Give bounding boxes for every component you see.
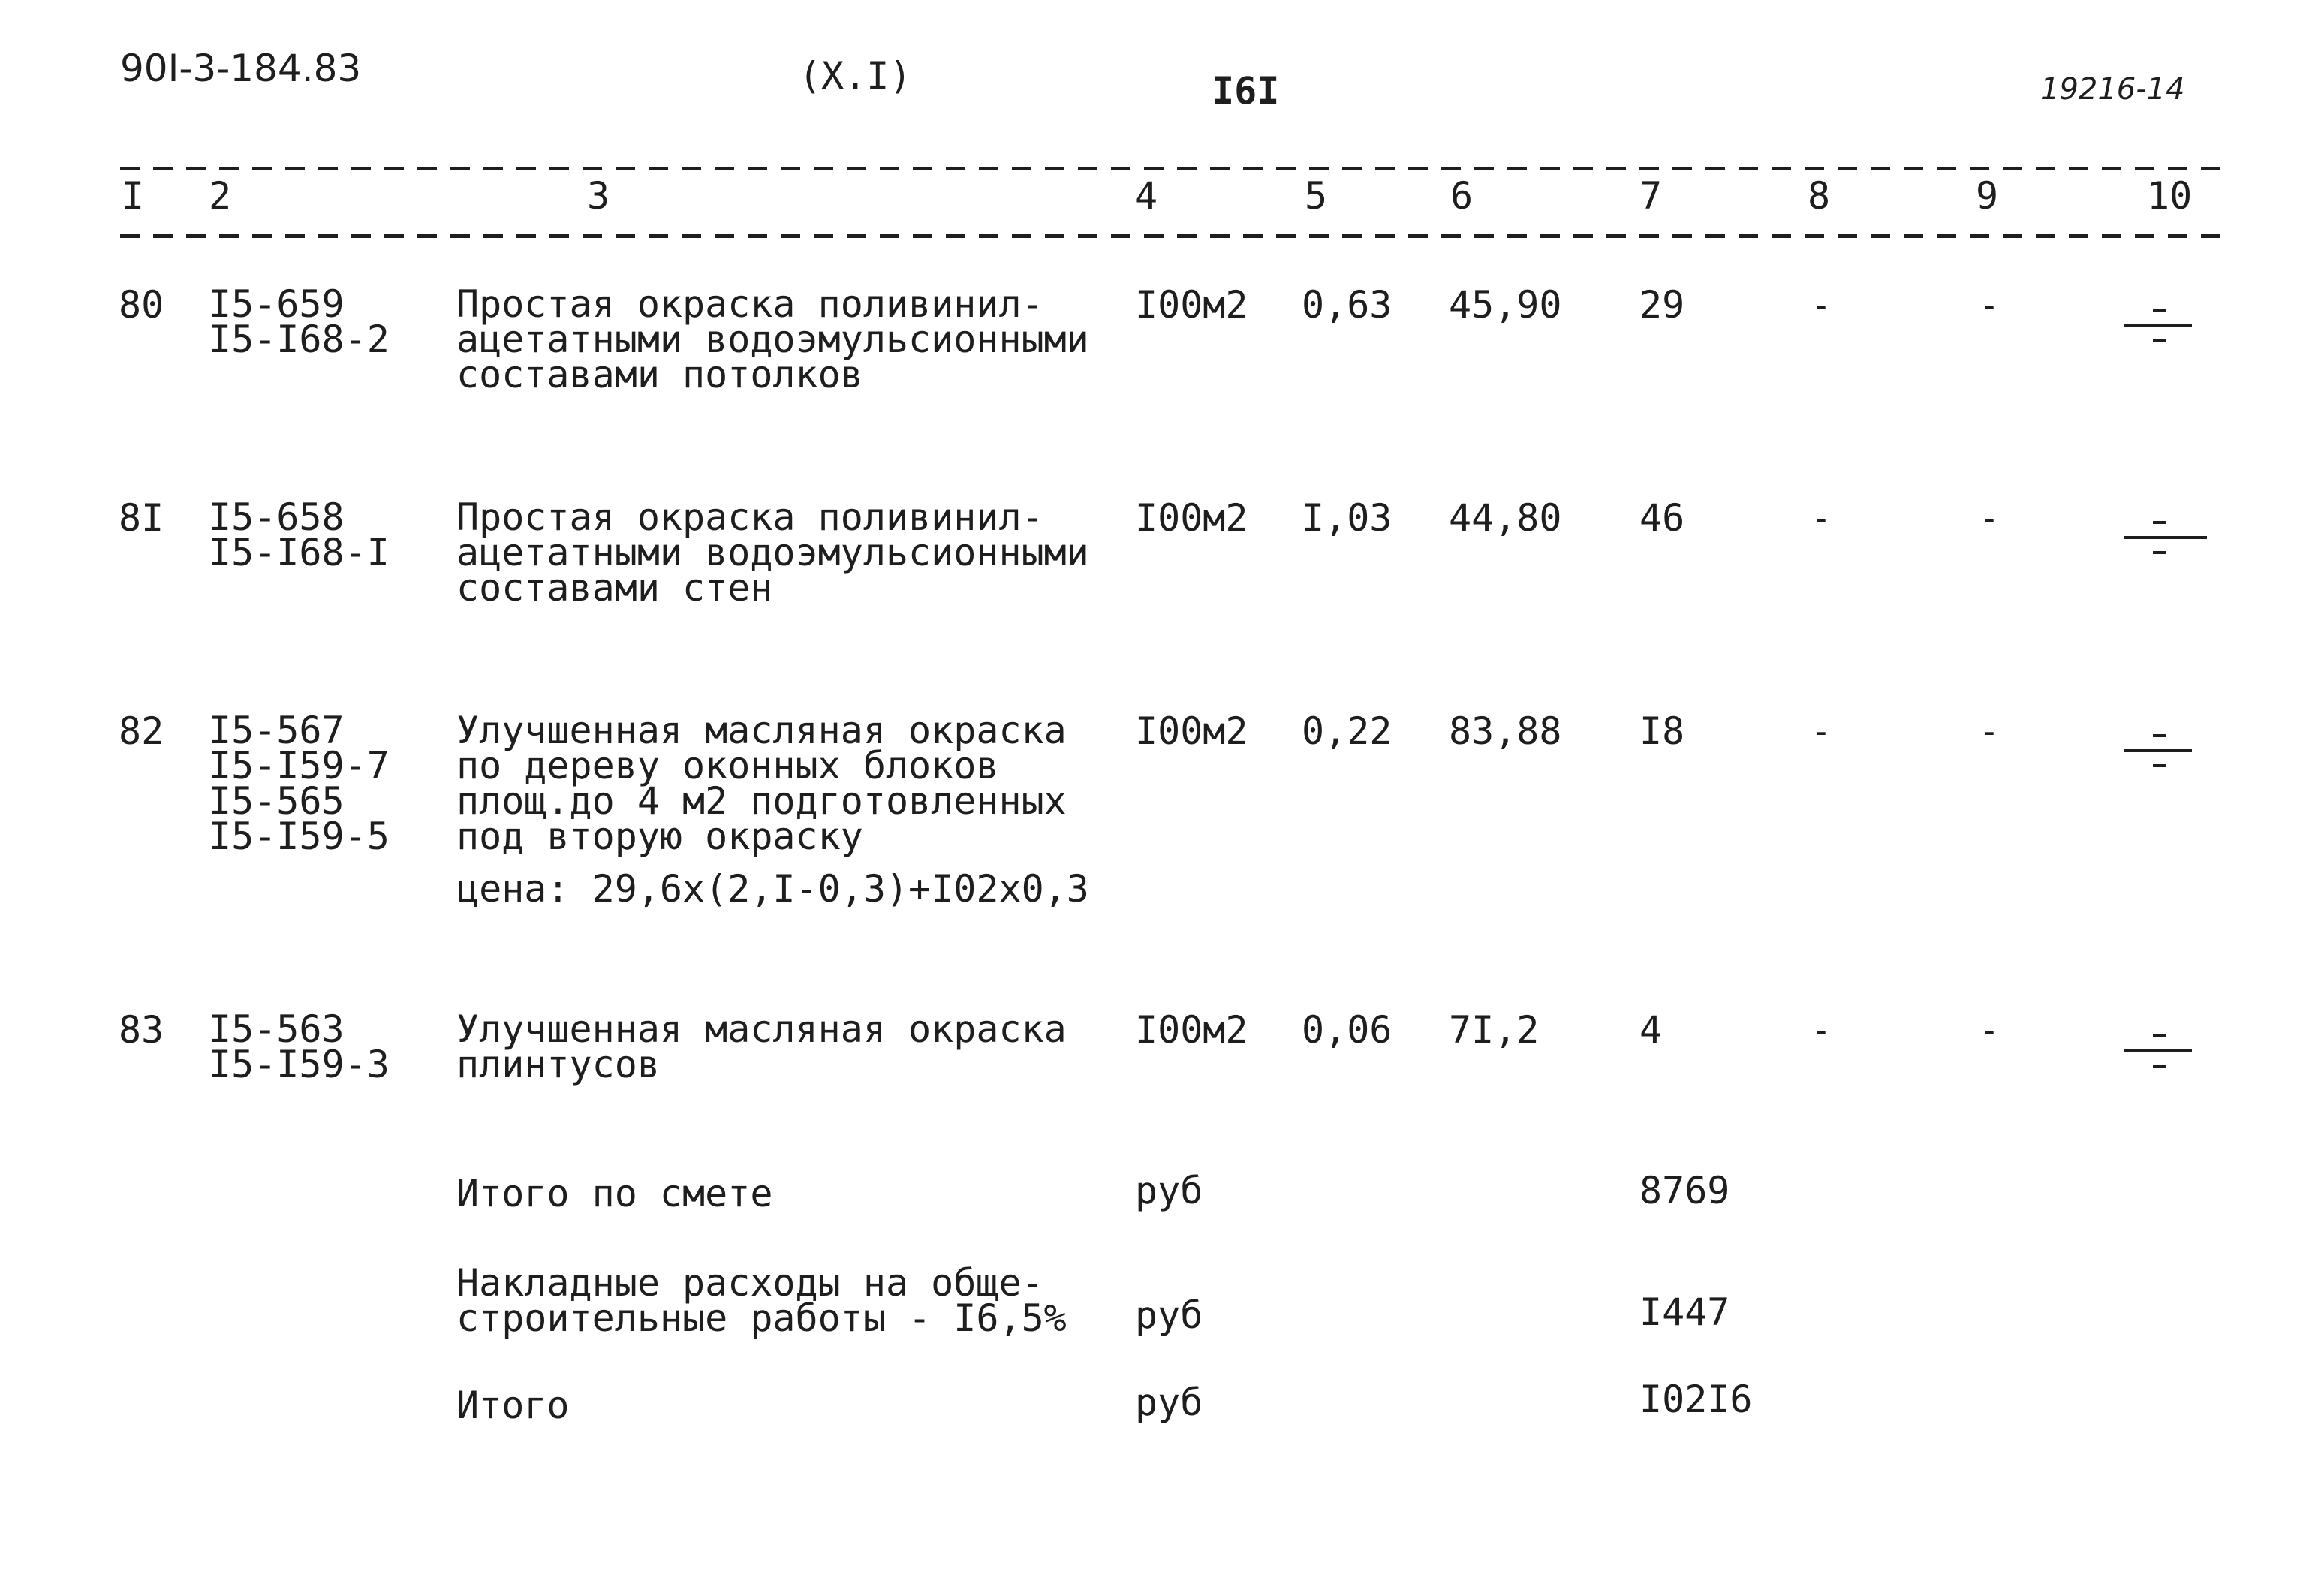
col8-value: - [1811, 711, 1832, 751]
row-number: 8I [119, 496, 164, 540]
col-header-5: 5 [1305, 174, 1328, 218]
work-description: Простая окраска поливинил- ацетатными водоэмульсионными составами потолков [456, 282, 1089, 396]
unit: I00м2 [1135, 496, 1248, 540]
total-cost: 4 [1639, 1008, 1663, 1052]
col-header-6: 6 [1450, 174, 1474, 218]
work-description: Простая окраска поливинил- ацетатными водоэмульсионными составами стен [456, 495, 1089, 610]
division-mark [2124, 1034, 2192, 1080]
quantity: 0,22 [1302, 709, 1392, 753]
col8-value: - [1811, 498, 1832, 538]
col9-value: - [1979, 711, 2000, 751]
division-mark [2124, 309, 2192, 354]
totals-value: 8769 [1639, 1169, 1730, 1212]
division-mark [2124, 734, 2192, 779]
rate-codes: I5-658 I5-I68-I [209, 495, 390, 574]
unit-price: 45,90 [1449, 283, 1562, 327]
row-number: 80 [119, 283, 164, 327]
col9-value: - [1979, 498, 2000, 538]
col9-value: - [1979, 1010, 2000, 1050]
totals-label: Накладные расходы на обще- строительные работы - I6,5% [456, 1261, 1067, 1340]
totals-unit: руб [1135, 1381, 1203, 1424]
col-header-3: 3 [587, 174, 610, 218]
unit-price: 83,88 [1449, 709, 1562, 753]
document-code: 90I-3-184.83 [120, 47, 362, 90]
col-header-2: 2 [209, 174, 232, 218]
totals-value: I02I6 [1639, 1378, 1753, 1421]
row-number: 82 [119, 709, 164, 753]
col-header-8: 8 [1808, 174, 1831, 218]
rate-codes: I5-567 I5-I59-7 I5-565 I5-I59-5 [209, 709, 390, 858]
header-rule-top [120, 167, 2229, 170]
stamp-number: 19216-14 [2040, 72, 2185, 107]
total-cost: 29 [1639, 283, 1685, 327]
col-header-1: I [122, 174, 145, 218]
totals-value: I447 [1639, 1290, 1730, 1334]
work-description: Улучшенная масляная окраска плинтусов [456, 1007, 1067, 1086]
totals-label: Итого по смете [456, 1172, 773, 1215]
row-number: 83 [119, 1008, 164, 1052]
header-rule-bottom [120, 234, 2229, 238]
quantity: I,03 [1302, 496, 1392, 540]
col-header-10: 10 [2147, 174, 2193, 218]
totals-unit: руб [1135, 1293, 1203, 1337]
unit: I00м2 [1135, 1008, 1248, 1052]
work-description: Улучшенная масляная окраска по дереву оконных блоков площ.до 4 м2 подготовленных под вторую окраску [456, 709, 1067, 858]
page-number: I6I [1212, 69, 1280, 113]
division-mark [2124, 521, 2207, 566]
unit: I00м2 [1135, 709, 1248, 753]
totals-unit: руб [1135, 1169, 1203, 1212]
total-cost: I8 [1639, 709, 1685, 753]
col-header-7: 7 [1639, 174, 1663, 218]
totals-label: Итого [456, 1384, 570, 1427]
unit-price: 44,80 [1449, 496, 1562, 540]
quantity: 0,06 [1302, 1008, 1392, 1052]
col8-value: - [1811, 285, 1832, 325]
unit-price: 7I,2 [1449, 1008, 1540, 1052]
section-label: (X.I) [799, 54, 912, 98]
quantity: 0,63 [1302, 283, 1392, 327]
rate-codes: I5-659 I5-I68-2 [209, 282, 390, 361]
price-formula: цена: 29,6х(2,I-0,3)+I02х0,3 [456, 867, 1089, 911]
col-header-9: 9 [1976, 174, 1999, 218]
col9-value: - [1979, 285, 2000, 325]
rate-codes: I5-563 I5-I59-3 [209, 1007, 390, 1086]
total-cost: 46 [1639, 496, 1685, 540]
unit: I00м2 [1135, 283, 1248, 327]
col-header-4: 4 [1135, 174, 1158, 218]
col8-value: - [1811, 1010, 1832, 1050]
